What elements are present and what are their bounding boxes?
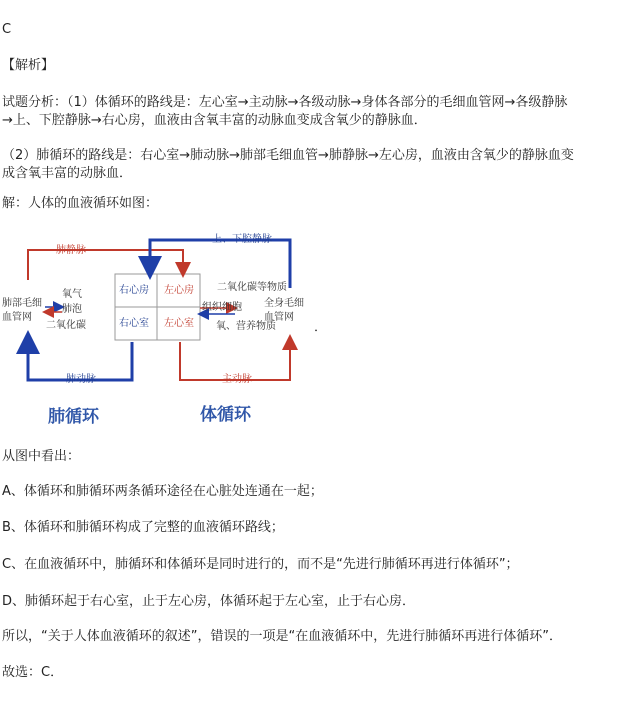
label-lung-capillaries-2: 血管网 [2,312,32,323]
label-right-ventricle: 右心室 [119,318,149,329]
label-tissue-cells: 组织细胞 [202,302,242,313]
option-a: A、体循环和肺循环两条循环途径在心脏处连通在一起； [2,484,323,499]
conclusion: 所以，“关于人体血液循环的叙述”，错误的一项是“在血液循环中，先进行肺循环再进行体循环”． [2,629,562,644]
final-answer: 故选：C． [2,665,64,680]
para2-line2: 成含氧丰富的动脉血． [2,166,133,181]
para1-line1: 试题分析：（1）体循环的路线是：左心室→主动脉→各级动脉→身体各部分的毛细血管网→各级静脉 [2,95,568,110]
label-oxygen-nutrients: 氧、营养物质 [216,321,276,332]
option-b: B、体循环和肺循环构成了完整的血液循环路线； [2,520,284,535]
label-pulmonary-artery: 肺动脉 [66,374,96,385]
pulmonary-circulation-title: 肺循环 [48,407,99,427]
see-from-figure: 从图中看出： [2,449,81,464]
systemic-circulation-title: 体循环 [200,405,251,425]
diagram-period: ． [314,320,328,335]
label-pulmonary-vein: 肺静脉 [56,245,86,256]
solution-intro: 解：人体的血液循环如图： [2,196,159,211]
label-aorta: 主动脉 [222,374,252,385]
answer-letter: C [2,22,12,37]
vena-cava-line [150,240,290,288]
label-oxygen: 氧气 [62,289,82,300]
option-d: D、肺循环起于右心室，止于左心房，体循环起于左心室，止于右心房． [2,594,416,609]
label-vena-cava: 上、下腔静脉 [212,234,272,245]
para1-line2: →上、下腔静脉→右心房，血液由含氧丰富的动脉血变成含氧少的静脉血． [2,113,427,128]
para2-line1: （2）肺循环的路线是：右心室→肺动脉→肺部毛细血管→肺静脉→左心房，血液由含氧少的静脉血变 [2,148,574,163]
label-co2: 二氧化碳 [46,320,86,331]
label-right-atrium: 右心房 [119,285,149,296]
blood-circulation-diagram [0,230,330,430]
label-left-ventricle: 左心室 [164,318,194,329]
option-c: C、在血液循环中，肺循环和体循环是同时进行的，而不是“先进行肺循环再进行体循环”； [2,557,519,572]
label-body-capillaries-2: 血管网 [264,312,294,323]
label-lung-capillaries-1: 肺部毛细 [2,298,42,309]
analysis-heading: 【解析】 [2,58,55,73]
label-body-capillaries-1: 全身毛细 [264,298,304,309]
label-left-atrium: 左心房 [164,285,194,296]
pulmonary-vein-line [28,250,183,280]
label-alveoli: 肺泡 [62,304,82,315]
label-co2-wastes: 二氧化碳等物质 [217,282,287,293]
